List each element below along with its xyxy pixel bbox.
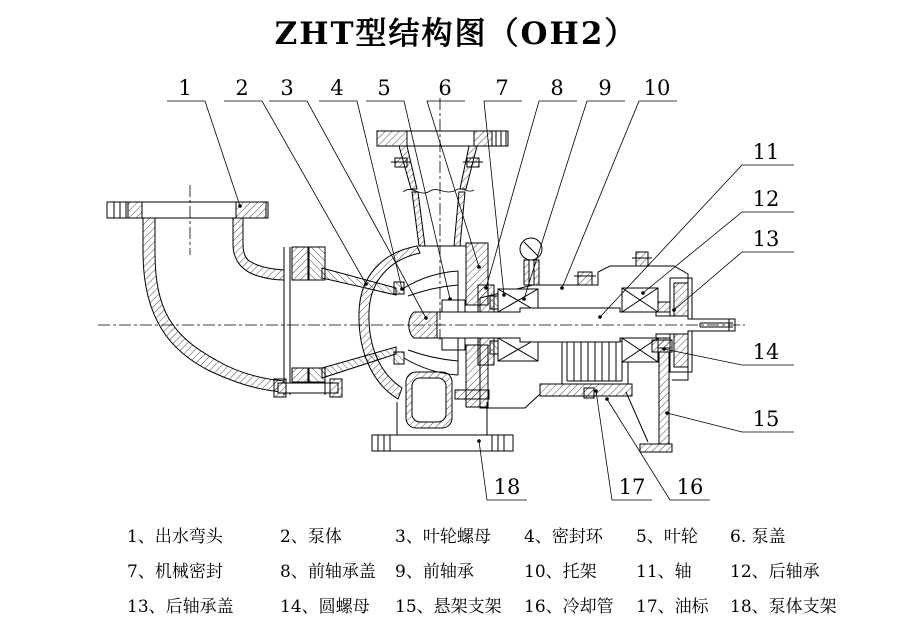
callout-5: 5 (377, 76, 391, 100)
legend-item: 6. 泵盖 (730, 527, 786, 547)
callout-17: 17 (618, 475, 646, 499)
legend-item: 17、油标 (636, 597, 709, 617)
legend-row-3 (0, 590, 912, 625)
callout-2: 2 (235, 76, 249, 100)
legend-item: 8、前轴承盖 (280, 562, 376, 582)
legend-item: 3、叶轮螺母 (395, 527, 491, 547)
callout-16: 16 (676, 475, 704, 499)
callout-4: 4 (330, 76, 344, 100)
callout-1: 1 (178, 76, 192, 100)
callout-15: 15 (752, 407, 780, 431)
legend-item: 16、冷却管 (524, 597, 614, 617)
callout-7: 7 (495, 76, 509, 100)
discharge-nozzle (377, 131, 508, 246)
drawing-title: ZHT型结构图（OH2） (274, 16, 638, 52)
callout-9: 9 (598, 76, 612, 100)
legend-item: 7、机械密封 (127, 562, 223, 582)
callout-12: 12 (752, 187, 780, 211)
legend-item: 11、轴 (636, 562, 692, 582)
callout-14: 14 (752, 340, 780, 364)
callout-8: 8 (550, 76, 564, 100)
callout-6: 6 (438, 76, 452, 100)
legend-item: 13、后轴承盖 (127, 597, 234, 617)
legend-item: 2、泵体 (280, 527, 342, 547)
legend-item: 12、后轴承 (730, 562, 820, 582)
legend-item: 14、圆螺母 (280, 597, 370, 617)
callout-11: 11 (752, 140, 780, 164)
legend-item: 10、托架 (524, 562, 597, 582)
legend-item: 4、密封环 (524, 527, 603, 547)
parts-legend (0, 520, 912, 625)
outlet-elbow (107, 202, 290, 395)
legend-item: 5、叶轮 (636, 527, 698, 547)
pump-assembly (98, 98, 745, 452)
callout-13: 13 (752, 227, 780, 251)
callout-18: 18 (493, 475, 521, 499)
legend-item: 15、悬架支架 (395, 597, 502, 617)
legend-row-1 (0, 520, 912, 555)
legend-item: 9、前轴承 (395, 562, 474, 582)
callout-3: 3 (280, 76, 294, 100)
legend-item: 18、泵体支架 (730, 597, 837, 617)
legend-row-2 (0, 555, 912, 590)
legend-item: 1、出水弯头 (127, 527, 223, 547)
callout-10: 10 (643, 76, 671, 100)
